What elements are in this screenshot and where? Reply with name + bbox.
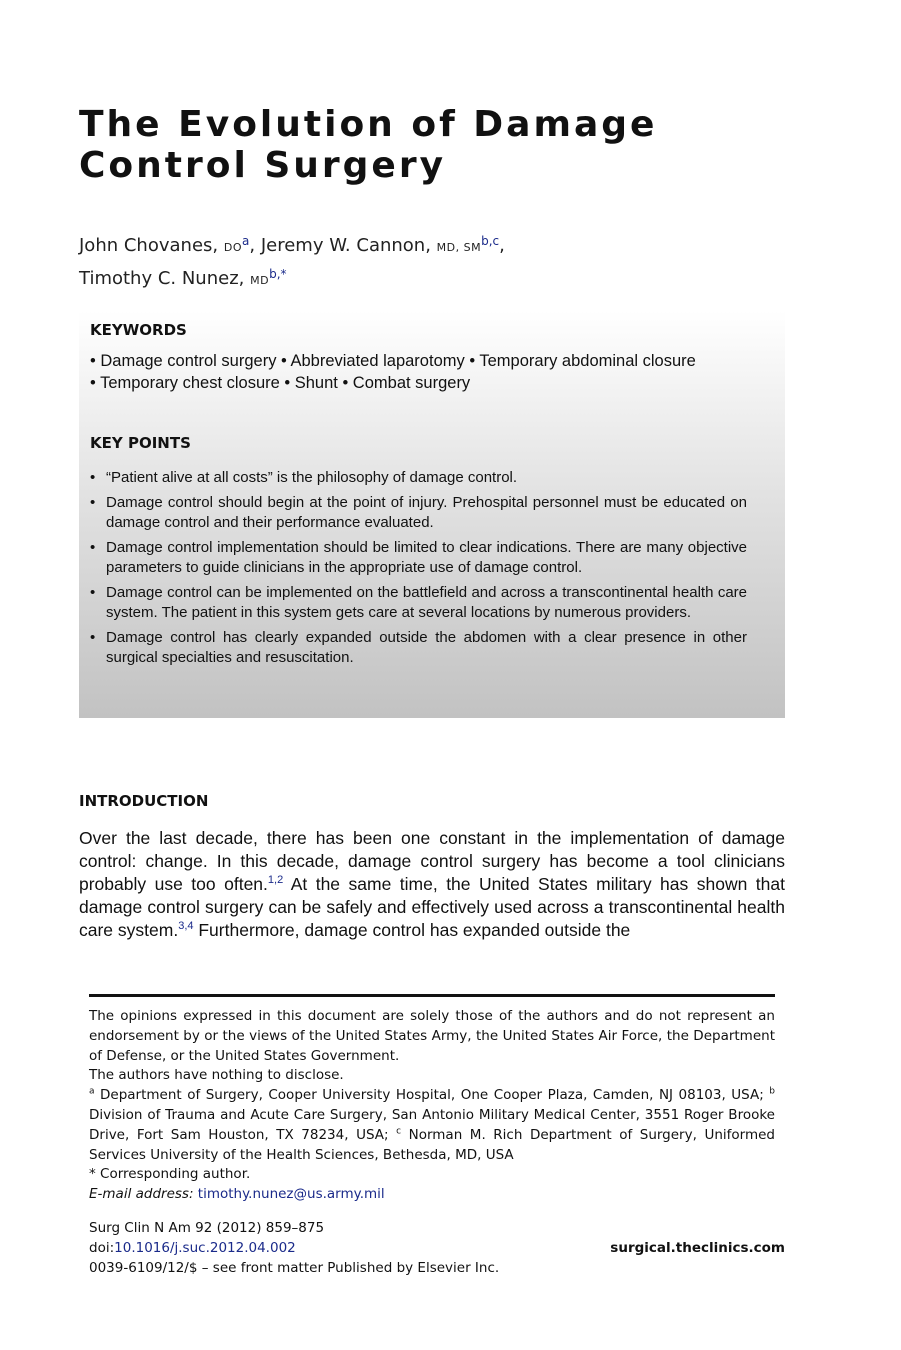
affiliations-note [89,1086,775,1165]
author-name: John Chovanes, [79,235,219,256]
key-point-item: • Damage control has clearly expanded outside the abdomen with a clear presence in other surgical specialties and resuscitation. [90,628,747,668]
key-point-item: • Damage control can be implemented on the battlefield and across a transcontinental health care system. The patient in this system gets care at several locations by numerous providers. [90,583,747,623]
key-point-item: • “Patient alive at all costs” is the philosophy of damage control. [90,468,747,488]
author-affiliation-mark[interactable]: a [242,234,250,248]
disclosure-note: The authors have nothing to disclose. [89,1067,344,1084]
author-list [79,228,779,294]
email-line [89,1185,775,1205]
introduction-paragraph [79,827,785,942]
author-affiliation-mark[interactable]: b,* [269,267,287,281]
key-point-item: • Damage control implementation should be limited to clear indications. There are many objective parameters to guide clinicians in the appropriate use of damage control. [90,538,747,578]
doi-link[interactable]: 10.1016/j.suc.2012.04.002 [114,1240,296,1256]
reference-link[interactable]: 1,2 [267,874,284,887]
affiliation-text: Department of Surgery, Cooper University Hospital, One Cooper Plaza, Camden, NJ 08103, USA; [94,1087,770,1104]
keywords-line: • Temporary chest closure • Shunt • Combat surgery [90,374,471,392]
email-link[interactable]: timothy.nunez@us.army.mil [197,1186,385,1203]
introduction-text: Over the last decade, there has been one constant in the implementation of damage control: change. In this decade, damage control surgery has become a tool clinicians probably use too often. [79,828,785,894]
journal-url[interactable]: surgical.theclinics.com [610,1240,785,1256]
author-affiliation-mark[interactable]: b,c [481,234,500,248]
journal-reference: Surg Clin N Am 92 (2012) 859–875 [89,1220,325,1236]
author-degree: MD, SM [436,241,482,254]
author-degree: DO [223,241,242,254]
doi-label: doi: [89,1240,115,1256]
affiliation-text: Norman M. Rich Department of Surgery, Uniformed Services University of the Health Sciences, Bethesda, MD, USA [89,1126,775,1163]
introduction-heading: INTRODUCTION [79,792,209,810]
key-points-list [90,468,747,673]
author-separator: , [499,235,505,256]
disclaimer-note: The opinions expressed in this document are solely those of the authors and do not represent an endorsement by or the views of the United States Army, the United States Air Force, the Department of Defense, or the United States Government. [89,1008,775,1064]
author-degree: MD [250,274,270,287]
introduction-text: Furthermore, damage control has expanded outside the [193,920,631,940]
footnotes [89,1007,775,1205]
introduction-text: At the same time, the United States military has shown that damage control surgery can be safely and effectively used across a transcontinental health care system. [79,874,785,940]
affiliation-text: Division of Trauma and Acute Care Surgery, San Antonio Military Medical Center, 3551 Roger Brooke Drive, Fort Sam Houston, TX 78234, USA; [89,1106,775,1143]
author-separator: , [249,235,256,256]
issn-line: 0039-6109/12/$ – see front matter Published by Elsevier Inc. [89,1260,500,1276]
affiliation-mark: a [89,1086,95,1097]
key-points-heading: KEY POINTS [90,434,191,452]
keywords-keypoints-box [79,311,785,718]
citation-block [89,1218,589,1278]
author-name: Jeremy W. Cannon, [260,235,431,256]
corresponding-author-note: * Corresponding author. [89,1166,251,1183]
footnote-divider [89,994,775,997]
article-title: The Evolution of Damage Control Surgery [79,104,658,186]
affiliation-mark: c [396,1126,402,1137]
keywords-heading: KEYWORDS [90,321,187,339]
reference-link[interactable]: 3,4 [178,920,194,933]
author-name: Timothy C. Nunez, [79,268,245,289]
doi-line [89,1238,589,1258]
keywords-line: • Damage control surgery • Abbreviated laparotomy • Temporary abdominal closure [90,352,696,370]
email-label: E-mail address: [89,1186,194,1203]
key-point-item: • Damage control should begin at the point of injury. Prehospital personnel must be educated on damage control and their performance evaluated. [90,493,747,533]
affiliation-mark: b [769,1086,775,1097]
